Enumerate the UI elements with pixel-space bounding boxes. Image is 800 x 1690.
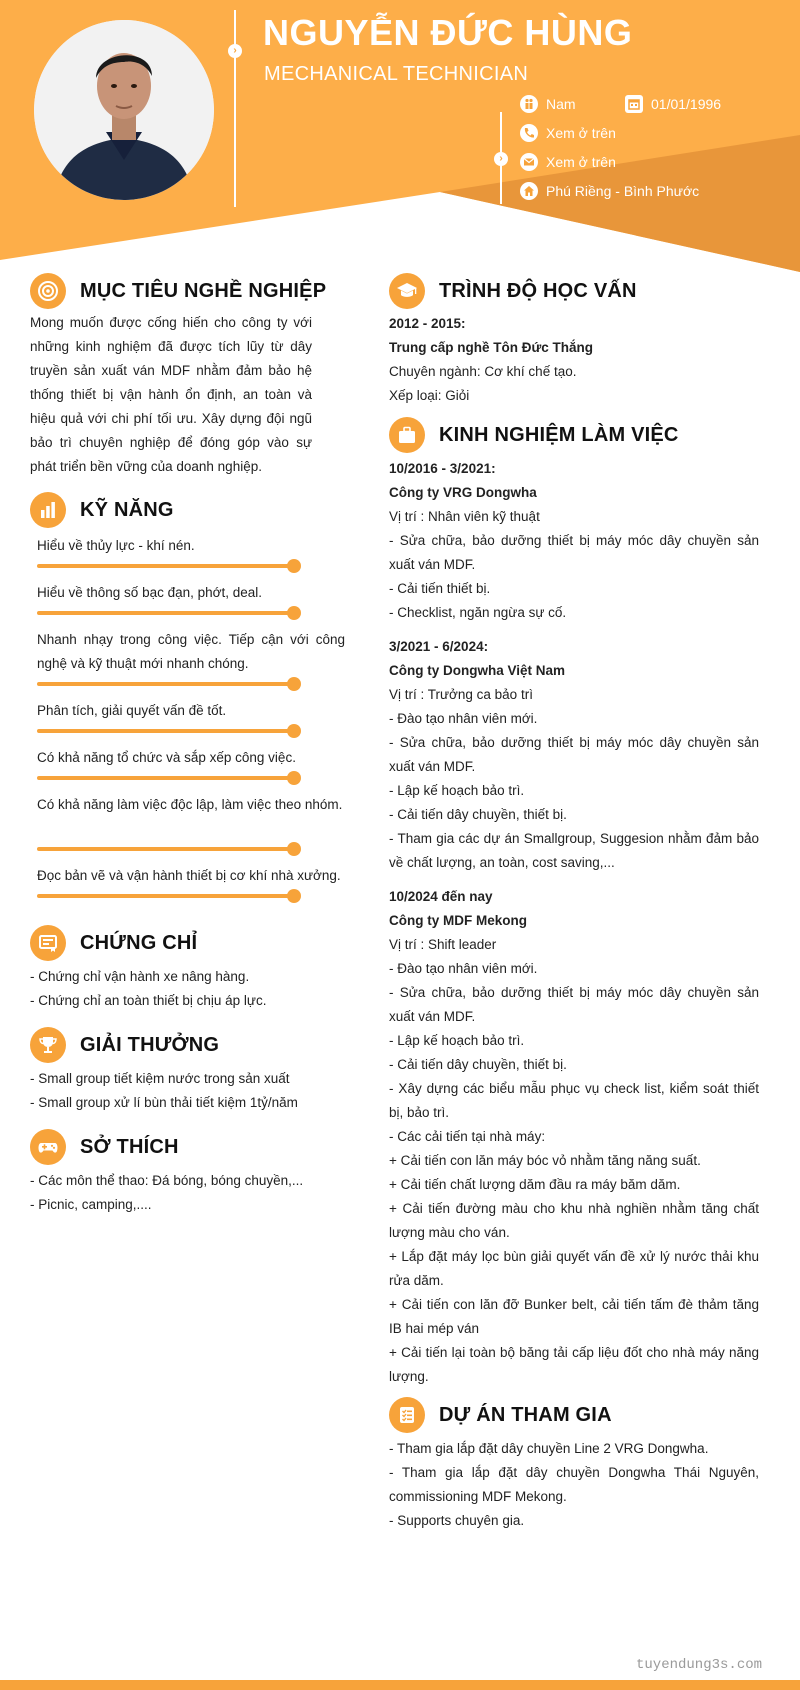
- job-period: 3/2021 - 6/2024:: [389, 639, 489, 654]
- job-duty: - Sửa chữa, bảo dưỡng thiết bị máy móc dây chuyền sản xuất ván MDF.: [389, 735, 759, 774]
- skill-item: Hiểu về thủy lực - khí nén.: [37, 538, 195, 553]
- portrait-photo: [34, 20, 214, 200]
- hobby-item: - Các môn thể thao: Đá bóng, bóng chuyền,...: [30, 1173, 304, 1188]
- experience-section-title: [389, 417, 679, 453]
- skill-bar: [37, 611, 294, 615]
- job-duty: - Lập kế hoạch bảo trì.: [389, 1033, 525, 1048]
- education-major: Chuyên ngành: Cơ khí chế tạo.: [389, 364, 577, 379]
- skill-bar-knob: [287, 842, 301, 856]
- skill-item: Có khả năng tổ chức và sắp xếp công việc.: [37, 750, 296, 765]
- job-duty: + Cải tiến con lăn máy bóc vỏ nhằm tăng năng suất.: [389, 1153, 701, 1168]
- watermark: tuyendung3s.com: [636, 1657, 763, 1673]
- skill-bar-knob: [287, 771, 301, 785]
- education-period: 2012 - 2015:: [389, 316, 466, 331]
- skill-bar: [37, 847, 294, 851]
- skill-bar: [37, 894, 294, 898]
- job-position: Vị trí : Trưởng ca bảo trì: [389, 687, 533, 702]
- project-item: - Tham gia lắp đặt dây chuyền Dongwha Thái Nguyên, commissioning MDF Mekong.: [389, 1465, 759, 1504]
- job-duty: + Cải tiến lại toàn bộ băng tải cấp liệu đốt cho nhà máy năng lượng.: [389, 1345, 759, 1384]
- email-icon: [520, 153, 538, 171]
- email-value: Xem ở trên: [546, 154, 616, 170]
- contact-phone[interactable]: [520, 124, 616, 142]
- avatar: [34, 20, 214, 200]
- skill-bar-knob: [287, 559, 301, 573]
- skill-item: Đọc bản vẽ và vận hành thiết bị cơ khí nhà xưởng.: [37, 868, 341, 883]
- education-heading: TRÌNH ĐỘ HỌC VẤN: [439, 279, 637, 302]
- contact-address: [520, 182, 699, 200]
- job-duty: + Lắp đặt máy lọc bùn giải quyết vấn đề xử lý nước thải khu rửa dăm.: [389, 1249, 759, 1288]
- job-position: Vị trí : Nhân viên kỹ thuật: [389, 509, 540, 524]
- job-duty: + Cải tiến con lăn đỡ Bunker belt, cải tiến tấm đè thảm tăng IB hai mép ván: [389, 1297, 759, 1336]
- skill-item: Có khả năng làm việc độc lập, làm việc theo nhóm.: [37, 797, 343, 812]
- contact-birthdate: [625, 95, 721, 113]
- awards-section-title: [30, 1027, 219, 1063]
- header-divider: [234, 10, 236, 207]
- project-item: - Supports chuyên gia.: [389, 1513, 525, 1528]
- gamepad-icon: [30, 1129, 66, 1165]
- candidate-name: NGUYỄN ĐỨC HÙNG: [263, 12, 633, 53]
- phone-icon: [520, 124, 538, 142]
- skill-item: Hiểu về thông số bạc đạn, phớt, deal.: [37, 585, 263, 600]
- target-icon: [30, 273, 66, 309]
- skill-bar: [37, 776, 294, 780]
- graduation-cap-icon: [389, 273, 425, 309]
- job-duty: - Checklist, ngăn ngừa sự cố.: [389, 605, 567, 620]
- award-item: - Small group xử lí bùn thải tiết kiệm 1tỷ/năm: [30, 1095, 298, 1110]
- skill-bar: [37, 682, 294, 686]
- phone-value: Xem ở trên: [546, 125, 616, 141]
- job-duty: - Lập kế hoạch bảo trì.: [389, 783, 525, 798]
- job-duty: + Cải tiến chất lượng dăm đầu ra máy băm dăm.: [389, 1177, 681, 1192]
- footer-bar: [0, 1680, 800, 1690]
- project-item: - Tham gia lắp đặt dây chuyền Line 2 VRG Dongwha.: [389, 1441, 709, 1456]
- job-company: Công ty MDF Mekong: [389, 913, 527, 928]
- job-company: Công ty Dongwha Việt Nam: [389, 663, 566, 678]
- projects-section-title: [389, 1397, 612, 1433]
- contact-email[interactable]: [520, 153, 616, 171]
- job-period: 10/2016 - 3/2021:: [389, 461, 496, 476]
- certificate-icon: [30, 925, 66, 961]
- skills-section-title: [30, 492, 174, 528]
- objective-section-title: [30, 273, 326, 309]
- trophy-icon: [30, 1027, 66, 1063]
- job-duty: - Cải tiến dây chuyền, thiết bị.: [389, 1057, 567, 1072]
- job-position: Vị trí : Shift leader: [389, 937, 497, 952]
- objective-heading: MỤC TIÊU NGHỀ NGHIỆP: [80, 279, 327, 302]
- gender-icon: [520, 95, 538, 113]
- hobbies-heading: SỞ THÍCH: [80, 1135, 179, 1158]
- skills-heading: KỸ NĂNG: [80, 498, 174, 521]
- address-value: Phú Riềng - Bình Phước: [546, 183, 700, 199]
- chevron-right-icon: ›: [228, 44, 242, 58]
- certificates-heading: CHỨNG CHỈ: [80, 931, 198, 954]
- chevron-right-icon: ›: [494, 152, 508, 166]
- job-duty: - Cải tiến thiết bị.: [389, 581, 491, 596]
- certificate-item: - Chứng chỉ vận hành xe nâng hàng.: [30, 969, 250, 984]
- skill-bar-knob: [287, 677, 301, 691]
- home-icon: [520, 182, 538, 200]
- skill-bar: [37, 729, 294, 733]
- contact-gender: [520, 95, 576, 113]
- skill-item: Nhanh nhạy trong công việc. Tiếp cận với công nghệ và kỹ thuật mới nhanh chóng.: [37, 632, 345, 671]
- header-banner: [0, 0, 800, 280]
- skill-bar-knob: [287, 724, 301, 738]
- job-period: 10/2024 đến nay: [389, 889, 493, 904]
- hobby-item: - Picnic, camping,....: [30, 1197, 152, 1212]
- skill-bar-knob: [287, 889, 301, 903]
- briefcase-icon: [389, 417, 425, 453]
- checklist-icon: [389, 1397, 425, 1433]
- skill-item: Phân tích, giải quyết vấn đề tốt.: [37, 703, 227, 718]
- job-duty: - Xây dựng các biểu mẫu phục vụ check list, kiểm soát thiết bị, bảo trì.: [389, 1081, 759, 1120]
- education-grade: Xếp loại: Giỏi: [389, 388, 470, 403]
- job-duty: - Đào tạo nhân viên mới.: [389, 711, 538, 726]
- job-duty: - Sửa chữa, bảo dưỡng thiết bị máy móc dây chuyền sản xuất ván MDF.: [389, 533, 759, 572]
- objective-text: Mong muốn được cống hiến cho công ty với những kinh nghiệm đã được tích lũy từ dây truyền sản xuất ván MDF nhằm đảm bảo hệ thống thiết bị vận hành ổn định, an toàn và hiệu quả với chi phí tối ưu. Xây dựng đội ngũ bảo trì chuyên nghiệp để đóng góp vào sự phát triển bền vững của doanh nghiệp.: [30, 315, 312, 474]
- education-school: Trung cấp nghề Tôn Đức Thắng: [389, 340, 594, 355]
- gender-value: Nam: [546, 96, 576, 112]
- hobbies-section-title: [30, 1129, 179, 1165]
- candidate-title: MECHANICAL TECHNICIAN: [264, 63, 529, 85]
- awards-heading: GIẢI THƯỞNG: [80, 1033, 220, 1056]
- education-section-title: [389, 273, 637, 309]
- calendar-icon: [625, 95, 643, 113]
- job-duty: - Sửa chữa, bảo dưỡng thiết bị máy móc dây chuyền sản xuất ván MDF.: [389, 985, 759, 1024]
- projects-heading: DỰ ÁN THAM GIA: [439, 1403, 612, 1426]
- job-duty: - Cải tiến dây chuyền, thiết bị.: [389, 807, 567, 822]
- birthdate-value: 01/01/1996: [651, 96, 722, 112]
- job-duty: + Cải tiến đường màu cho khu nhà nghiền nhằm tăng chất lượng màu cho ván.: [389, 1201, 759, 1240]
- experience-heading: KINH NGHIỆM LÀM VIỆC: [439, 423, 679, 446]
- job-duty: - Các cải tiến tại nhà máy:: [389, 1129, 546, 1144]
- bar-chart-icon: [30, 492, 66, 528]
- skill-bar-knob: [287, 606, 301, 620]
- award-item: - Small group tiết kiệm nước trong sản xuất: [30, 1071, 290, 1086]
- skill-bar: [37, 564, 294, 568]
- job-company: Công ty VRG Dongwha: [389, 485, 537, 500]
- certificates-section-title: [30, 925, 197, 961]
- job-duty: - Tham gia các dự án Smallgroup, Suggesion nhằm đảm bảo về chất lượng, an toàn, cost saving,...: [389, 831, 759, 870]
- certificate-item: - Chứng chỉ an toàn thiết bị chịu áp lực.: [30, 993, 267, 1008]
- job-duty: - Đào tạo nhân viên mới.: [389, 961, 538, 976]
